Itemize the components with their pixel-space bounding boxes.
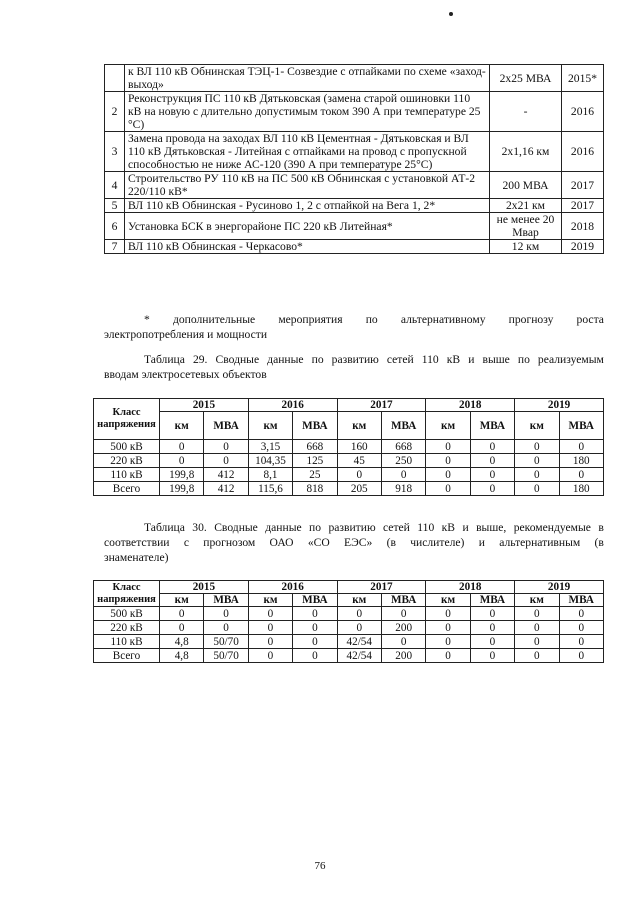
unit-header: км	[426, 412, 470, 440]
table-cell: 200	[381, 621, 425, 635]
unit-header: МВА	[470, 412, 514, 440]
caption-word: Сводные	[214, 521, 258, 534]
table-cell: 0	[426, 607, 470, 621]
table-cell: 0	[515, 621, 559, 635]
page-number: 76	[314, 860, 326, 872]
row-label: 220 кВ	[94, 454, 160, 468]
row-year: 2015*	[562, 65, 604, 92]
table-cell: 0	[559, 635, 603, 649]
row-value: 200 МВА	[490, 172, 562, 199]
row-description: Реконструкция ПС 110 кВ Дятьковская (замена старой ошиновки 110 кВ на новую с длительно допустимым током 390 А при температуре 25 °С)	[125, 92, 490, 132]
footnote	[104, 312, 604, 342]
table-row	[105, 213, 604, 240]
table-cell: 918	[381, 482, 425, 496]
table-cell: 115,6	[248, 482, 292, 496]
year-header: 2017	[337, 581, 426, 594]
table-cell: 0	[515, 440, 559, 454]
unit-header: МВА	[204, 594, 248, 607]
table-cell: 0	[515, 649, 559, 663]
year-header: 2016	[248, 581, 337, 594]
table-cell: 0	[426, 440, 470, 454]
caption-word: в	[598, 521, 604, 534]
caption-word: выше,	[476, 521, 507, 534]
unit-header: МВА	[204, 412, 248, 440]
row-label: 110 кВ	[94, 635, 160, 649]
caption-word: данные	[265, 521, 302, 534]
table-cell: 0	[381, 607, 425, 621]
unit-header: МВА	[381, 594, 425, 607]
table-cell: 668	[293, 440, 337, 454]
caption-word: реализуемым	[537, 353, 604, 366]
caption-word: 110	[417, 521, 435, 534]
table-cell: 0	[337, 468, 381, 482]
table-cell: 0	[160, 607, 204, 621]
caption-word: с	[183, 536, 189, 549]
table-cell: 0	[515, 468, 559, 482]
caption-word: соответствии	[104, 536, 170, 549]
footnote-word: прогнозу	[508, 313, 554, 326]
table-cell: 0	[426, 454, 470, 468]
caption-word: сетей	[383, 521, 410, 534]
caption-word: ЕЭС»	[344, 536, 373, 549]
table-cell: 818	[293, 482, 337, 496]
caption-word: рекомендуемые	[513, 521, 591, 534]
footnote-word: дополнительные	[172, 313, 256, 326]
unit-header: км	[515, 594, 559, 607]
table-cell: 25	[293, 468, 337, 482]
table-cell: 0	[426, 482, 470, 496]
table-cell: 42/54	[337, 649, 381, 663]
caption-word: числителе)	[410, 536, 465, 549]
table30-caption-line2	[104, 535, 604, 550]
row-year: 2017	[562, 199, 604, 213]
table-cell: 180	[559, 482, 603, 496]
year-header: 2015	[160, 399, 249, 412]
footnote-word: альтернативному	[400, 313, 486, 326]
caption-word: Таблица	[144, 353, 185, 366]
unit-header: км	[515, 412, 559, 440]
table-cell: 8,1	[248, 468, 292, 482]
table29-caption-line2: вводам электросетевых объектов	[104, 368, 267, 381]
caption-word: и	[462, 521, 469, 534]
table-cell: 0	[470, 468, 514, 482]
caption-word: альтернативным	[499, 536, 581, 549]
table-cell: 668	[381, 440, 425, 454]
header-row-units	[94, 412, 604, 440]
header-row-units	[94, 594, 604, 607]
row-description: Замена провода на заходах ВЛ 110 кВ Цементная - Дятьковская и ВЛ 110 кВ Дятьковская - Литейная с отпайками на провод с пропускной способностью не ниже АС-120 (390 А при температуре 25°С)	[125, 132, 490, 172]
unit-header: км	[160, 594, 204, 607]
table-cell: 0	[160, 621, 204, 635]
table29-caption-line1	[104, 352, 604, 367]
table-cell: 205	[337, 482, 381, 496]
table-row	[94, 454, 604, 468]
row-number: 5	[105, 199, 125, 213]
table-cell: 0	[160, 454, 204, 468]
caption-word: и	[478, 536, 485, 549]
table-cell: 104,35	[248, 454, 292, 468]
caption-word: по	[311, 353, 324, 366]
year-header: 2016	[248, 399, 337, 412]
row-value: 12 км	[490, 240, 562, 254]
table-cell: 0	[515, 607, 559, 621]
table-cell: 0	[337, 621, 381, 635]
table30-caption-line3: знаменателе)	[104, 551, 169, 564]
row-value: 2х25 МВА	[490, 65, 562, 92]
table-cell: 250	[381, 454, 425, 468]
table30	[93, 580, 604, 663]
row-description: ВЛ 110 кВ Обнинская - Черкасово*	[125, 240, 490, 254]
table-cell: 0	[470, 621, 514, 635]
table29-caption	[104, 352, 604, 382]
unit-header: МВА	[293, 594, 337, 607]
caption-word: ОАО	[269, 536, 294, 549]
year-header: 2019	[515, 581, 604, 594]
row-year: 2019	[562, 240, 604, 254]
year-header: 2018	[426, 581, 515, 594]
table-cell: 0	[381, 635, 425, 649]
row-description: Установка БСК в энергорайоне ПС 220 кВ Литейная*	[125, 213, 490, 240]
table-cell: 0	[248, 621, 292, 635]
caption-word: по	[517, 353, 530, 366]
caption-word: Сводные	[215, 353, 260, 366]
header-row-years	[94, 581, 604, 594]
year-header: 2017	[337, 399, 426, 412]
caption-word: 29.	[192, 353, 208, 366]
table-cell: 160	[337, 440, 381, 454]
row-number: 6	[105, 213, 125, 240]
table-cell: 0	[204, 440, 248, 454]
row-label: 110 кВ	[94, 468, 160, 482]
caption-word: кВ	[446, 353, 461, 366]
table-cell: 0	[426, 649, 470, 663]
table-cell: 0	[248, 649, 292, 663]
header-row-years	[94, 399, 604, 412]
caption-word: «СО	[307, 536, 330, 549]
table-cell: 0	[248, 607, 292, 621]
table-row	[94, 621, 604, 635]
table-cell: 0	[470, 649, 514, 663]
row-value: -	[490, 92, 562, 132]
caption-word: по	[309, 521, 322, 534]
row-number	[105, 65, 125, 92]
unit-header: МВА	[381, 412, 425, 440]
row-year: 2018	[562, 213, 604, 240]
year-header: 2019	[515, 399, 604, 412]
caption-word: выше	[482, 353, 510, 366]
row-label: 500 кВ	[94, 607, 160, 621]
table-cell: 3,15	[248, 440, 292, 454]
table-row	[105, 240, 604, 254]
footnote-word: *	[144, 313, 150, 326]
row-number: 7	[105, 240, 125, 254]
caption-word: (в	[386, 536, 396, 549]
table-cell: 200	[381, 649, 425, 663]
table-row	[105, 92, 604, 132]
table-cell: 0	[293, 621, 337, 635]
unit-header: км	[160, 412, 204, 440]
table-cell: 0	[426, 635, 470, 649]
table-cell: 0	[160, 440, 204, 454]
table-cell: 0	[204, 621, 248, 635]
footnote-word: по	[365, 313, 378, 326]
table-cell: 0	[204, 454, 248, 468]
row-description: ВЛ 110 кВ Обнинская - Русиново 1, 2 с отпайкой на Вега 1, 2*	[125, 199, 490, 213]
unit-header: МВА	[559, 412, 603, 440]
table-row	[94, 649, 604, 663]
caption-word: кВ	[441, 521, 456, 534]
table-row	[94, 607, 604, 621]
table-row	[94, 635, 604, 649]
table-cell: 0	[293, 635, 337, 649]
table29	[93, 398, 604, 496]
row-value: не менее 20 Мвар	[490, 213, 562, 240]
table-cell: 125	[293, 454, 337, 468]
table-row	[94, 468, 604, 482]
row-label: Всего	[94, 482, 160, 496]
table-row	[94, 482, 604, 496]
footnote-line1	[104, 312, 604, 327]
table-cell: 0	[293, 649, 337, 663]
unit-header: км	[337, 594, 381, 607]
row-label: 500 кВ	[94, 440, 160, 454]
table-cell: 0	[470, 454, 514, 468]
row-year: 2016	[562, 132, 604, 172]
row-year: 2017	[562, 172, 604, 199]
table-cell: 0	[559, 621, 603, 635]
footnote-word: роста	[576, 313, 604, 326]
unit-header: км	[248, 412, 292, 440]
table-cell: 412	[204, 482, 248, 496]
table30-caption	[104, 520, 604, 565]
row-label: Всего	[94, 649, 160, 663]
table-cell: 0	[470, 635, 514, 649]
unit-header: МВА	[470, 594, 514, 607]
row-number: 4	[105, 172, 125, 199]
table-cell: 0	[204, 607, 248, 621]
row-value: 2х1,16 км	[490, 132, 562, 172]
table-cell: 0	[559, 607, 603, 621]
table-cell: 0	[559, 468, 603, 482]
footnote-line2: электропотребления и мощности	[104, 328, 268, 341]
row-description: Строительство РУ 110 кВ на ПС 500 кВ Обнинская с установкой АТ-2 220/110 кВ*	[125, 172, 490, 199]
table-cell: 199,8	[160, 468, 204, 482]
table-cell: 42/54	[337, 635, 381, 649]
year-header: 2018	[426, 399, 515, 412]
table-cell: 0	[381, 468, 425, 482]
unit-header: МВА	[293, 412, 337, 440]
table-row	[105, 132, 604, 172]
table30-caption-line1	[104, 520, 604, 535]
scan-dot	[449, 12, 453, 16]
caption-word: 30.	[192, 521, 207, 534]
caption-word: развитию	[331, 353, 379, 366]
year-header: 2015	[160, 581, 249, 594]
table-cell: 0	[470, 440, 514, 454]
table-cell: 0	[426, 621, 470, 635]
table-cell: 0	[470, 482, 514, 496]
caption-word: развитию	[328, 521, 376, 534]
table-row	[105, 65, 604, 92]
row-number: 2	[105, 92, 125, 132]
table-cell: 199,8	[160, 482, 204, 496]
caption-word: прогнозом	[203, 536, 256, 549]
caption-word: данные	[267, 353, 304, 366]
unit-header: МВА	[559, 594, 603, 607]
table-cell: 45	[337, 454, 381, 468]
table-cell: 0	[559, 649, 603, 663]
table-cell: 0	[426, 468, 470, 482]
row-year: 2016	[562, 92, 604, 132]
table-cell: 0	[515, 454, 559, 468]
measures-table	[104, 64, 604, 254]
table-cell: 4,8	[160, 635, 204, 649]
row-value: 2х21 км	[490, 199, 562, 213]
unit-header: км	[337, 412, 381, 440]
table-cell: 180	[559, 454, 603, 468]
table-cell: 412	[204, 468, 248, 482]
table-cell: 50/70	[204, 635, 248, 649]
table-cell: 50/70	[204, 649, 248, 663]
table-cell: 4,8	[160, 649, 204, 663]
table-row	[94, 440, 604, 454]
row-number: 3	[105, 132, 125, 172]
unit-header: км	[426, 594, 470, 607]
row-label: 220 кВ	[94, 621, 160, 635]
caption-word: сетей	[386, 353, 414, 366]
class-header: Класс напряжения	[94, 399, 160, 440]
class-header: Класс напряжения	[94, 581, 160, 607]
table-cell: 0	[248, 635, 292, 649]
caption-word: Таблица	[144, 521, 185, 534]
table-cell: 0	[293, 607, 337, 621]
table-cell: 0	[559, 440, 603, 454]
caption-word: (в	[594, 536, 604, 549]
table-row	[105, 199, 604, 213]
caption-word: и	[468, 353, 475, 366]
table-cell: 0	[515, 482, 559, 496]
table-cell: 0	[515, 635, 559, 649]
unit-header: км	[248, 594, 292, 607]
table-cell: 0	[337, 607, 381, 621]
caption-word: 110	[421, 353, 439, 366]
table-cell: 0	[470, 607, 514, 621]
table-row	[105, 172, 604, 199]
footnote-word: мероприятия	[278, 313, 343, 326]
row-description: к ВЛ 110 кВ Обнинская ТЭЦ-1- Созвездие с отпайками по схеме «заход-выход»	[125, 65, 490, 92]
